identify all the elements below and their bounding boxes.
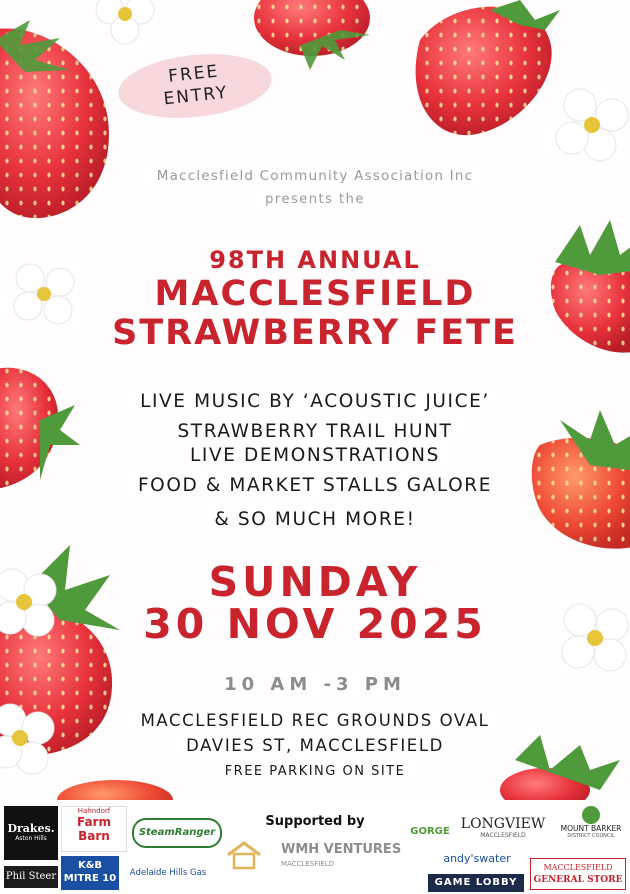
game-lobby-logo: GAME LOBBY	[428, 874, 524, 892]
phil-steer-logo: Phil Steer	[4, 866, 58, 888]
activity-live-music: LIVE MUSIC BY ‘ACOUSTIC JUICE’	[140, 391, 490, 412]
activity-demonstrations: LIVE DEMONSTRATIONS	[190, 445, 440, 466]
longview-logo	[455, 816, 551, 846]
strawberry-top-left	[0, 20, 109, 218]
badge-line-1: FREE	[167, 61, 221, 87]
activity-trail-hunt: STRAWBERRY TRAIL HUNT	[177, 421, 453, 442]
event-venue: MACCLESFIELD REC GROUNDS OVAL	[140, 711, 490, 730]
presents-text: presents the	[265, 192, 365, 207]
mount-barker-name: MOUNT BARKER	[560, 824, 622, 833]
mitre10-text: MITRE 10	[63, 873, 117, 884]
strawberry-top-center	[254, 0, 370, 70]
organisation-name: Macclesfield Community Association Inc	[156, 168, 474, 184]
house-icon	[225, 840, 263, 870]
drakes-logo	[4, 806, 58, 860]
title-line-1: MACCLESFIELD	[154, 274, 476, 314]
adelaide-hills-gas-logo: Adelaide Hills Gas	[129, 868, 207, 878]
andys-water-logo: andy'swater	[443, 852, 511, 865]
general-store-logo	[530, 858, 626, 890]
kb-mitre10-logo	[61, 856, 119, 890]
strawberry-top-right	[416, 0, 560, 135]
badge-line-2: ENTRY	[162, 82, 230, 110]
blossom-top	[96, 0, 154, 44]
longview-name: LONGVIEW	[460, 816, 546, 832]
leaf-icon	[582, 806, 600, 824]
farm-barn-top: Hahndorf	[77, 807, 111, 815]
drakes-sub: Aston Hills	[15, 835, 47, 842]
drakes-name: Drakes.	[7, 822, 55, 835]
wmh-name: WMH VENTURES	[281, 842, 402, 857]
mount-barker-logo	[556, 806, 626, 850]
wmh-sub: MACCLESFIELD	[281, 860, 335, 868]
blossom-top-right	[556, 89, 628, 161]
title-line-2: STRAWBERRY FETE	[112, 313, 518, 353]
farm-barn-logo	[61, 806, 127, 852]
annual-title: 98TH ANNUAL	[209, 246, 421, 274]
activity-more: & SO MUCH MORE!	[214, 509, 416, 530]
gorge-logo: GORGE	[410, 826, 450, 837]
kb-text: K&B	[77, 860, 103, 871]
wmh-ventures-logo	[225, 838, 425, 874]
parking-note: FREE PARKING ON SITE	[224, 764, 406, 779]
farm-barn-name: Farm Barn	[76, 815, 111, 843]
steamranger-logo: SteamRanger	[132, 818, 222, 848]
event-time: 10 AM -3 PM	[224, 674, 406, 695]
general-store-name: GENERAL STORE	[533, 875, 623, 885]
supported-by-label: Supported by	[265, 814, 365, 829]
activity-stalls: FOOD & MARKET STALLS GALORE	[137, 475, 493, 496]
mount-barker-sub: DISTRICT COUNCIL	[567, 833, 615, 839]
longview-sub: MACCLESFIELD	[480, 832, 526, 839]
general-store-top: MACCLESFIELD	[543, 863, 613, 872]
event-day: SUNDAY	[208, 558, 422, 606]
event-address: DAVIES ST, MACCLESFIELD	[186, 736, 444, 755]
event-date: 30 NOV 2025	[143, 600, 487, 648]
